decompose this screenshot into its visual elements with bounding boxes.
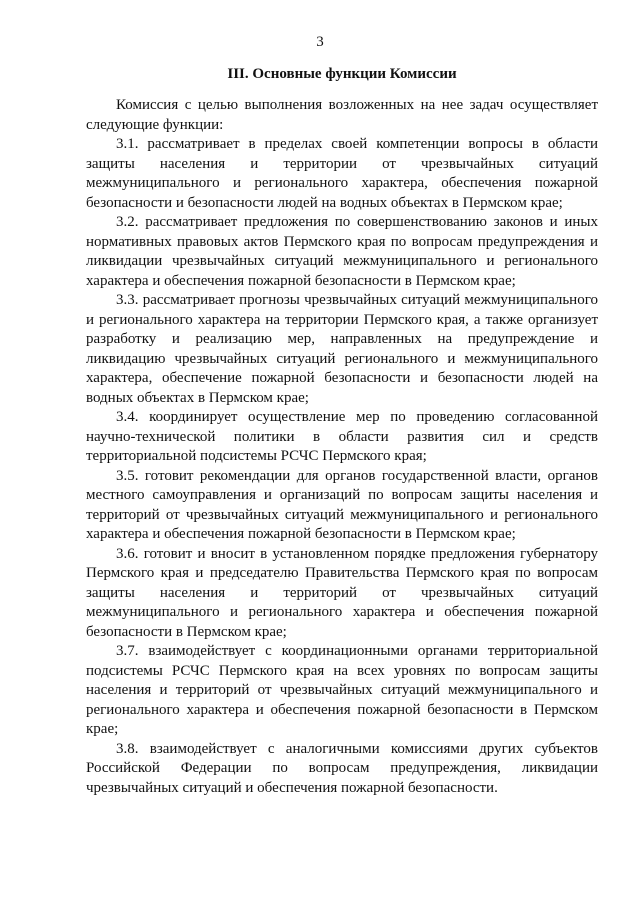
function-item-3-2: 3.2. рассматривает предложения по совершенствованию законов и иных нормативных правовых актов Пермского края по вопросам предупреждения и ликвидации чрезвычайных ситуаций межмуниципального и регионального характера и обеспечения пожарной безопасности в Пермском крае;	[86, 214, 598, 289]
function-item-3-6: 3.6. готовит и вносит в установленном порядке предложения губернатору Пермского края и председателю Правительства Пермского края по вопросам защиты населения и территорий от чрезвычайных ситуаций межмуниципального и регионального характера и обеспечения пожарной безопасности в Пермском крае;	[86, 545, 598, 640]
function-item-3-1: 3.1. рассматривает в пределах своей компетенции вопросы в области защиты населения и территории от чрезвычайных ситуаций межмуниципального и регионального характера, обеспечения пожарной безопасности и безопасности людей на водных объектах в Пермском крае;	[86, 136, 598, 211]
function-item-3-4: 3.4. координирует осуществление мер по проведению согласованной научно-технической политики в области развития сил и средств территориальной подсистемы РСЧС Пермского края;	[86, 409, 598, 464]
document-body	[86, 96, 598, 798]
intro-paragraph: Комиссия с целью выполнения возложенных на нее задач осуществляет следующие функции:	[86, 97, 598, 133]
function-item-3-8: 3.8. взаимодействует с аналогичными комиссиями других субъектов Российской Федерации по вопросам предупреждения, ликвидации чрезвычайных ситуаций и обеспечения пожарной безопасности.	[86, 740, 598, 796]
function-item-3-3: 3.3. рассматривает прогнозы чрезвычайных ситуаций межмуниципального и регионального характера на территории Пермского края, а также организует разработку и реализацию мер, направленных на предупреждение и ликвидацию чрезвычайных ситуаций регионального и межмуниципального характера, обеспечение пожарной безопасности и безопасности людей на водных объектах в Пермском крае;	[86, 292, 598, 406]
function-item-3-7: 3.7. взаимодействует с координационными органами территориальной подсистемы РСЧС Пермского края на всех уровнях по вопросам защиты населения и территорий от чрезвычайных ситуаций межмуниципального и регионального характера и обеспечения пожарной безопасности в Пермском крае;	[86, 643, 598, 737]
page-number: 3	[316, 34, 324, 50]
section-title: III. Основные функции Комиссии	[227, 66, 457, 82]
function-item-3-5: 3.5. готовит рекомендации для органов государственной власти, органов местного самоуправления и организаций по вопросам защиты населения и территорий от чрезвычайных ситуаций межмуниципального и регионального характера и обеспечения пожарной безопасности в Пермском крае;	[86, 467, 598, 542]
